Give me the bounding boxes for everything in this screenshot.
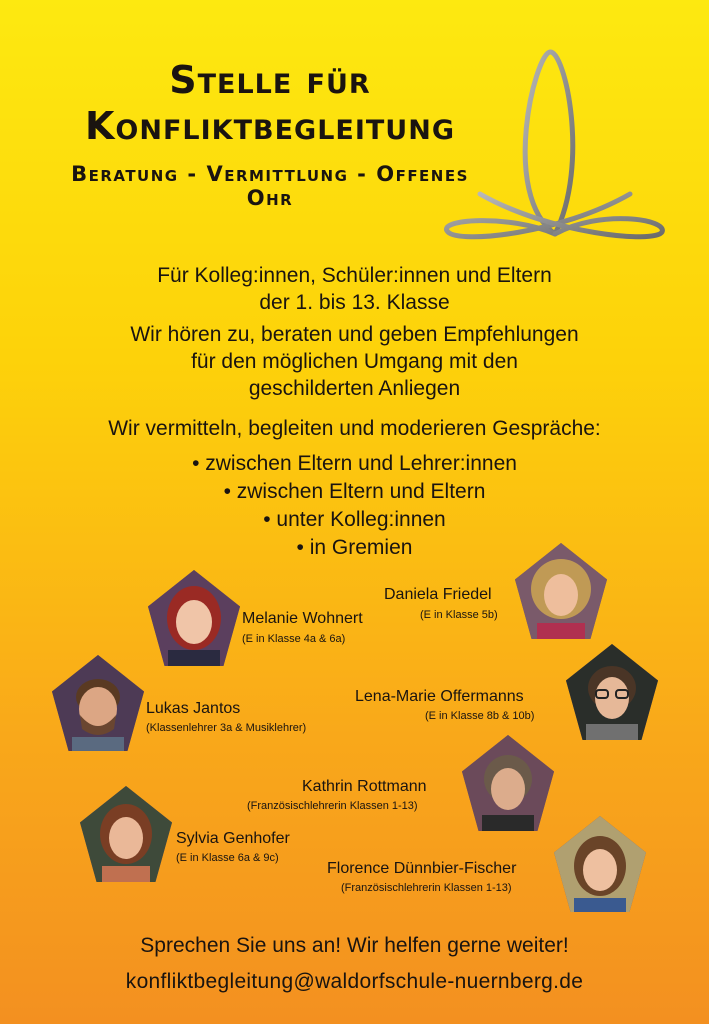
list-item: • zwischen Eltern und Lehrer:innen bbox=[192, 452, 517, 475]
list-item: • zwischen Eltern und Eltern bbox=[223, 480, 486, 503]
audience-text bbox=[0, 262, 709, 316]
member-name: Kathrin Rottmann bbox=[302, 778, 427, 795]
photo-lena-marie-offermanns bbox=[566, 644, 658, 740]
member-name: Daniela Friedel bbox=[384, 586, 492, 603]
photo-kathrin-rottmann bbox=[462, 735, 554, 831]
member-name: Lukas Jantos bbox=[146, 700, 241, 717]
photo-melanie-wohnert bbox=[148, 570, 240, 666]
page-title-line2: Konfliktbegleitung bbox=[84, 104, 455, 148]
member-role: (Französischlehrerin Klassen 1-13) bbox=[341, 882, 512, 894]
member-role: (Französischlehrerin Klassen 1-13) bbox=[247, 800, 418, 812]
member-role: (E in Klasse 5b) bbox=[420, 609, 498, 621]
audience-line2: der 1. bis 13. Klasse bbox=[259, 291, 450, 314]
member-role: (Klassenlehrer 3a & Musiklehrer) bbox=[146, 722, 307, 734]
advice-line3: geschilderten Anliegen bbox=[248, 377, 461, 400]
member-role: (E in Klasse 4a & 6a) bbox=[242, 633, 346, 645]
member-name: Florence Dünnbier-Fischer bbox=[327, 860, 517, 877]
member-name: Sylvia Genhofer bbox=[176, 830, 290, 847]
member-role: (E in Klasse 6a & 9c) bbox=[176, 852, 279, 864]
list-item: • in Gremien bbox=[296, 536, 413, 559]
photo-sylvia-genhofer bbox=[80, 786, 172, 882]
page-title-line1: Stelle für bbox=[169, 58, 371, 102]
advice-line2: für den möglichen Umgang mit den bbox=[191, 350, 518, 373]
call-to-action: Sprechen Sie uns an! Wir helfen gerne weiter! bbox=[140, 934, 569, 957]
advice-text bbox=[0, 321, 709, 402]
list-item: • unter Kolleg:innen bbox=[263, 508, 446, 531]
advice-line1: Wir hören zu, beraten und geben Empfehlungen bbox=[130, 323, 579, 346]
mediation-heading: Wir vermitteln, begleiten und moderieren Gespräche: bbox=[108, 417, 601, 440]
member-role: (E in Klasse 8b & 10b) bbox=[425, 710, 535, 722]
contact-email[interactable]: konfliktbegleitung@waldorfschule-nuernberg.de bbox=[125, 970, 584, 993]
page-subtitle: Beratung - Vermittlung - Offenes Ohr bbox=[71, 162, 469, 210]
triquetra-knot-logo-icon bbox=[440, 44, 670, 254]
member-name: Lena-Marie Offermanns bbox=[355, 688, 524, 705]
photo-florence-duennbier-fischer bbox=[554, 816, 646, 912]
member-name: Melanie Wohnert bbox=[242, 610, 363, 627]
mediation-list bbox=[0, 450, 709, 562]
audience-line1: Für Kolleg:innen, Schüler:innen und Eltern bbox=[157, 264, 552, 287]
photo-lukas-jantos bbox=[52, 655, 144, 751]
